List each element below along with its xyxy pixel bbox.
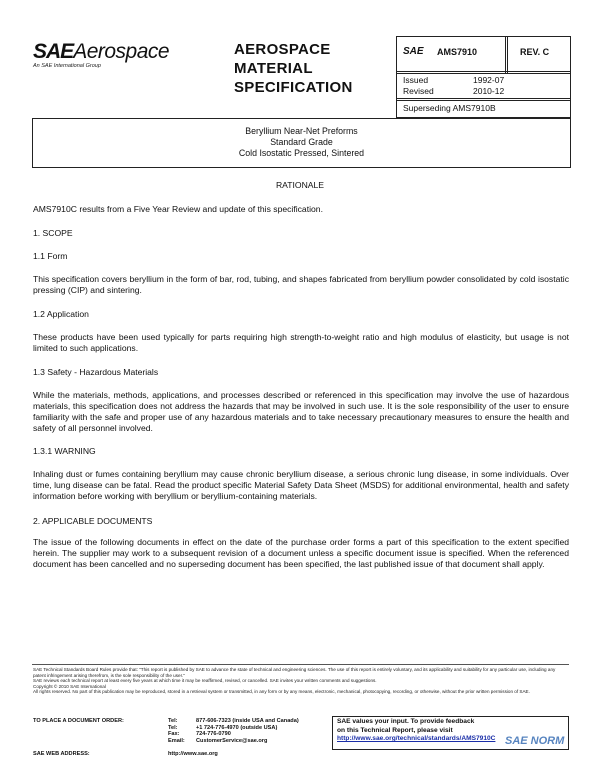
logo-sae-text: SAE [33,40,74,63]
email-label: Email: [168,737,185,744]
section-1-3-heading: 1.3 Safety - Hazardous Materials [33,367,159,377]
subject-line-3: Cold Isostatic Pressed, Sintered [238,148,365,158]
order-label: TO PLACE A DOCUMENT ORDER: [33,718,124,724]
logo-tagline: An SAE International Group [33,63,101,69]
issued-label: Issued [403,75,429,85]
section-1-2-heading: 1.2 Application [33,309,89,319]
sae-norm-watermark: SAE NORM [505,735,565,747]
title-line-3: SPECIFICATION [234,79,353,96]
email-row [168,738,328,745]
section-1-2-text: These products have been used typically for parts requiring high strength-to-weight ratio and high modulus of elasticity, but usage is not limited to such applications. [33,332,569,353]
footer-legal [33,667,569,695]
email-address[interactable]: CustomerService@sae.org [196,737,268,744]
review-text: SAE reviews each technical report at least every five years at which time it may be reaffirmed, revised, or cancelled. SAE invites your written comments and suggestions. [33,678,377,684]
section-2-text: The issue of the following documents in effect on the date of the purchase order forms a part of this specification to the extent specified herein. The supplier may work to a subsequent revision of a document unless a specific document issue is specified. When the referenced document has been cancelled and no superseding document has been specified, the last published issue of that document shall apply. [33,537,569,569]
section-1-heading: 1. SCOPE [33,228,73,238]
doc-number: AMS7910 [437,47,478,57]
revision-box [505,36,571,74]
issued-date: 1992-07 [473,75,505,85]
title-line-2: MATERIAL [234,60,313,77]
web-address[interactable]: http://www.sae.org [168,751,218,757]
section-1-3-1-heading: 1.3.1 WARNING [33,446,96,456]
title-line-1: AEROSPACE [234,41,331,58]
feedback-url[interactable]: http://www.sae.org/technical/standards/AMS7910C [337,735,496,742]
section-1-3-1-text: Inhaling dust or fumes containing beryllium may cause chronic beryllium disease, a serious chronic lung disease, in some individuals. Over time, lung disease can be fatal. Read the product specific Material Safety Data Sheet (MSDS) for additional environmental, health and safety information before working with beryllium or beryllium-containing materials. [33,469,569,501]
feedback-line-2: on this Technical Report, please visit [337,726,453,734]
dates-box [396,71,571,101]
footer-rule [32,664,569,665]
sae-mark-icon: SAE [403,46,424,57]
sae-aerospace-logo [33,40,169,64]
document-type-title [234,40,353,97]
revision-label: REV. C [520,47,550,57]
feedback-line-1: SAE values your input. To provide feedback [337,718,475,725]
section-1-1-text: This specification covers beryllium in the form of bar, rod, tubing, and shapes fabricated from beryllium powder consolidated by cold isostatic pressing (CIP) and sintering. [33,274,569,295]
tel-label-1: Tel: [168,718,178,724]
rules-text: SAE Technical Standards Board Rules provide that: "This report is published by SAE to advance the state of technical and engineering sciences. The use of this report is entirely voluntary, and its applicability and suitability for any particular use, including any patent infringement arising therefrom, is the sole responsibility of the user." [33,667,556,678]
logo-aerospace-text: Aerospace [73,40,170,63]
section-2-heading: 2. APPLICABLE DOCUMENTS [33,516,153,526]
superseding-box [396,98,571,118]
doc-number-box [396,36,508,74]
section-1-3-text: While the materials, methods, applications, and processes described or referenced in this specification may involve the use of hazardous materials, this specification does not address the hazards that may be involved in such use. It is the sole responsibility of the user to ensure familiarity with the safe and proper use of any hazardous materials and to take necessary precautionary measures to ensure the health and safety of all personnel involved. [33,390,569,433]
subject-line-2: Standard Grade [270,137,333,147]
subject-line-1: Beryllium Near-Net Preforms [245,126,358,136]
tel-label-2: Tel: [168,724,178,731]
web-label: SAE WEB ADDRESS: [33,751,90,757]
tel-2: +1 724-776-4970 (outside USA) [196,724,278,731]
rights-text: All rights reserved. No part of this publication may be reproduced, stored in a retrieval system or transmitted, in any form or by any means, electronic, mechanical, photocopying, recording, or otherwise, without the prior written permission of SAE. [33,689,530,695]
rationale-text: AMS7910C results from a Five Year Review and update of this specification. [33,204,323,214]
order-contacts [168,718,328,744]
fax-number: 724-776-0790 [196,731,231,737]
section-1-1-heading: 1.1 Form [33,251,68,261]
superseding-text: Superseding AMS7910B [403,103,496,113]
subject-box [32,118,571,168]
tel-1: 877-606-7323 (inside USA and Canada) [196,718,299,724]
revised-date: 2010-12 [473,86,505,96]
revised-label: Revised [403,86,434,96]
rationale-heading: RATIONALE [275,180,325,190]
fax-label: Fax: [168,731,180,737]
copyright-text: Copyright © 2010 SAE International [33,683,106,689]
